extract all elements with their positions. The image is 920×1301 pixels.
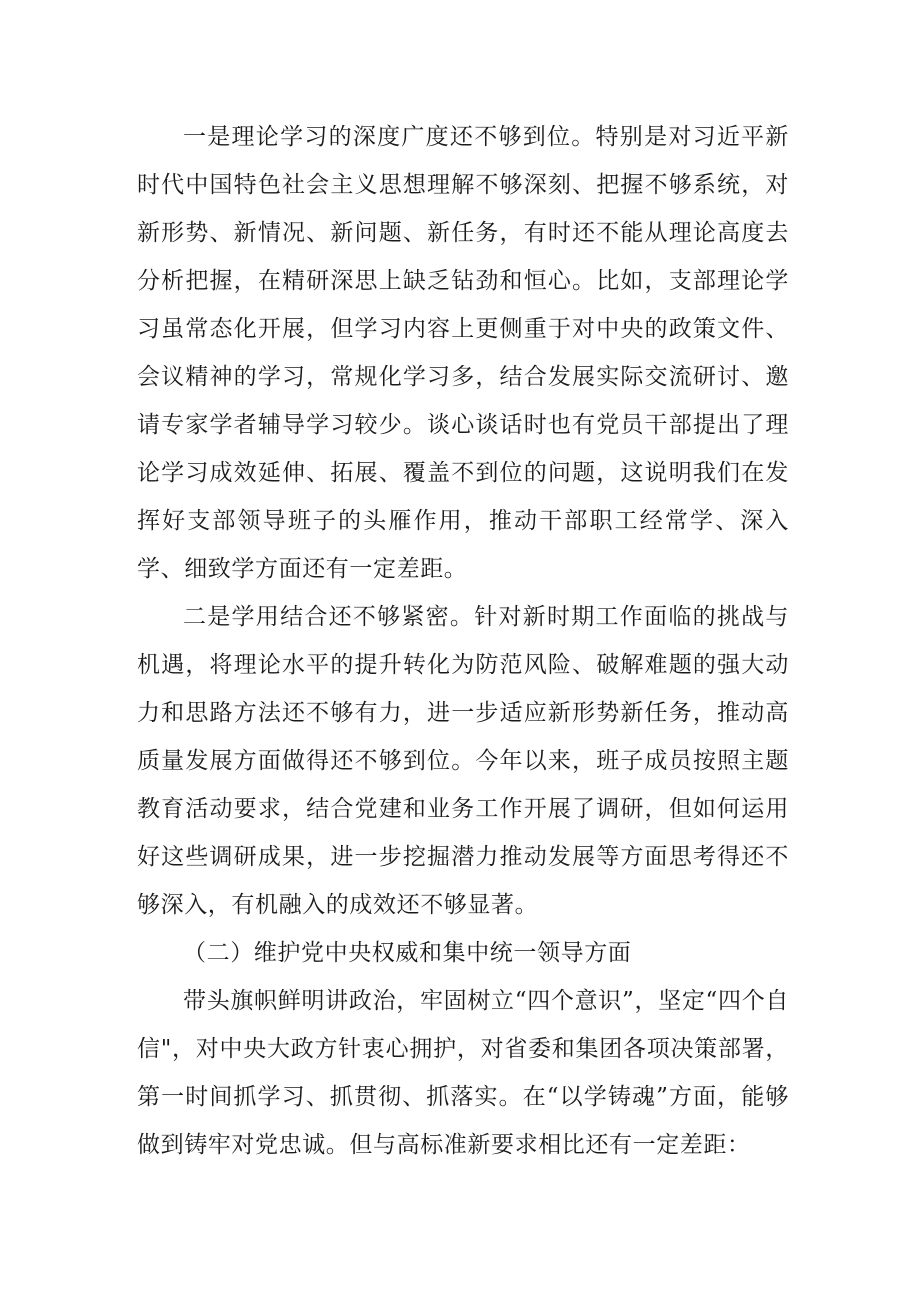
document-body: [137, 113, 789, 1169]
paragraph-political-stance: 带头旗帜鲜明讲政治，牢固树立“四个意识”，坚定“四个自信"，对中央大政方针衷心拥护，对省委和集团各项决策部署，第一时间抓学习、抓贯彻、抓落实。在“以学铸魂”方面，能够做到铸牢对党忠诚。但与高标准新要求相比还有一定差距：: [137, 988, 789, 1158]
paragraph-study-application: 二是学用结合还不够紧密。针对新时期工作面临的挑战与机遇，将理论水平的提升转化为防范风险、破解难题的强大动力和思路方法还不够有力，进一步适应新形势新任务，推动高质量发展方面做得还不够到位。今年以来，班子成员按照主题教育活动要求，结合党建和业务工作开展了调研，但如何运用好这些调研成果，进一步挖掘潜力推动发展等方面思考得还不够深入，有机融入的成效还不够显著。: [137, 604, 789, 918]
section-heading: （二）维护党中央权威和集中统一领导方面: [183, 940, 632, 966]
paragraph-theory-study: 一是理论学习的深度广度还不够到位。特别是对习近平新时代中国特色社会主义思想理解不够深刻、把握不够系统，对新形势、新情况、新问题、新任务，有时还不能从理论高度去分析把握，在精研深思上缺乏钻劲和恒心。比如，支部理论学习虽常态化开展，但学习内容上更侧重于对中央的政策文件、会议精神的学习，常规化学习多，结合发展实际交流研讨、邀请专家学者辅导学习较少。谈心谈话时也有党员干部提出了理论学习成效延伸、拓展、覆盖不到位的问题，这说明我们在发挥好支部领导班子的头雁作用，推动干部职工经常学、深入学、细致学方面还有一定差距。: [137, 124, 789, 582]
